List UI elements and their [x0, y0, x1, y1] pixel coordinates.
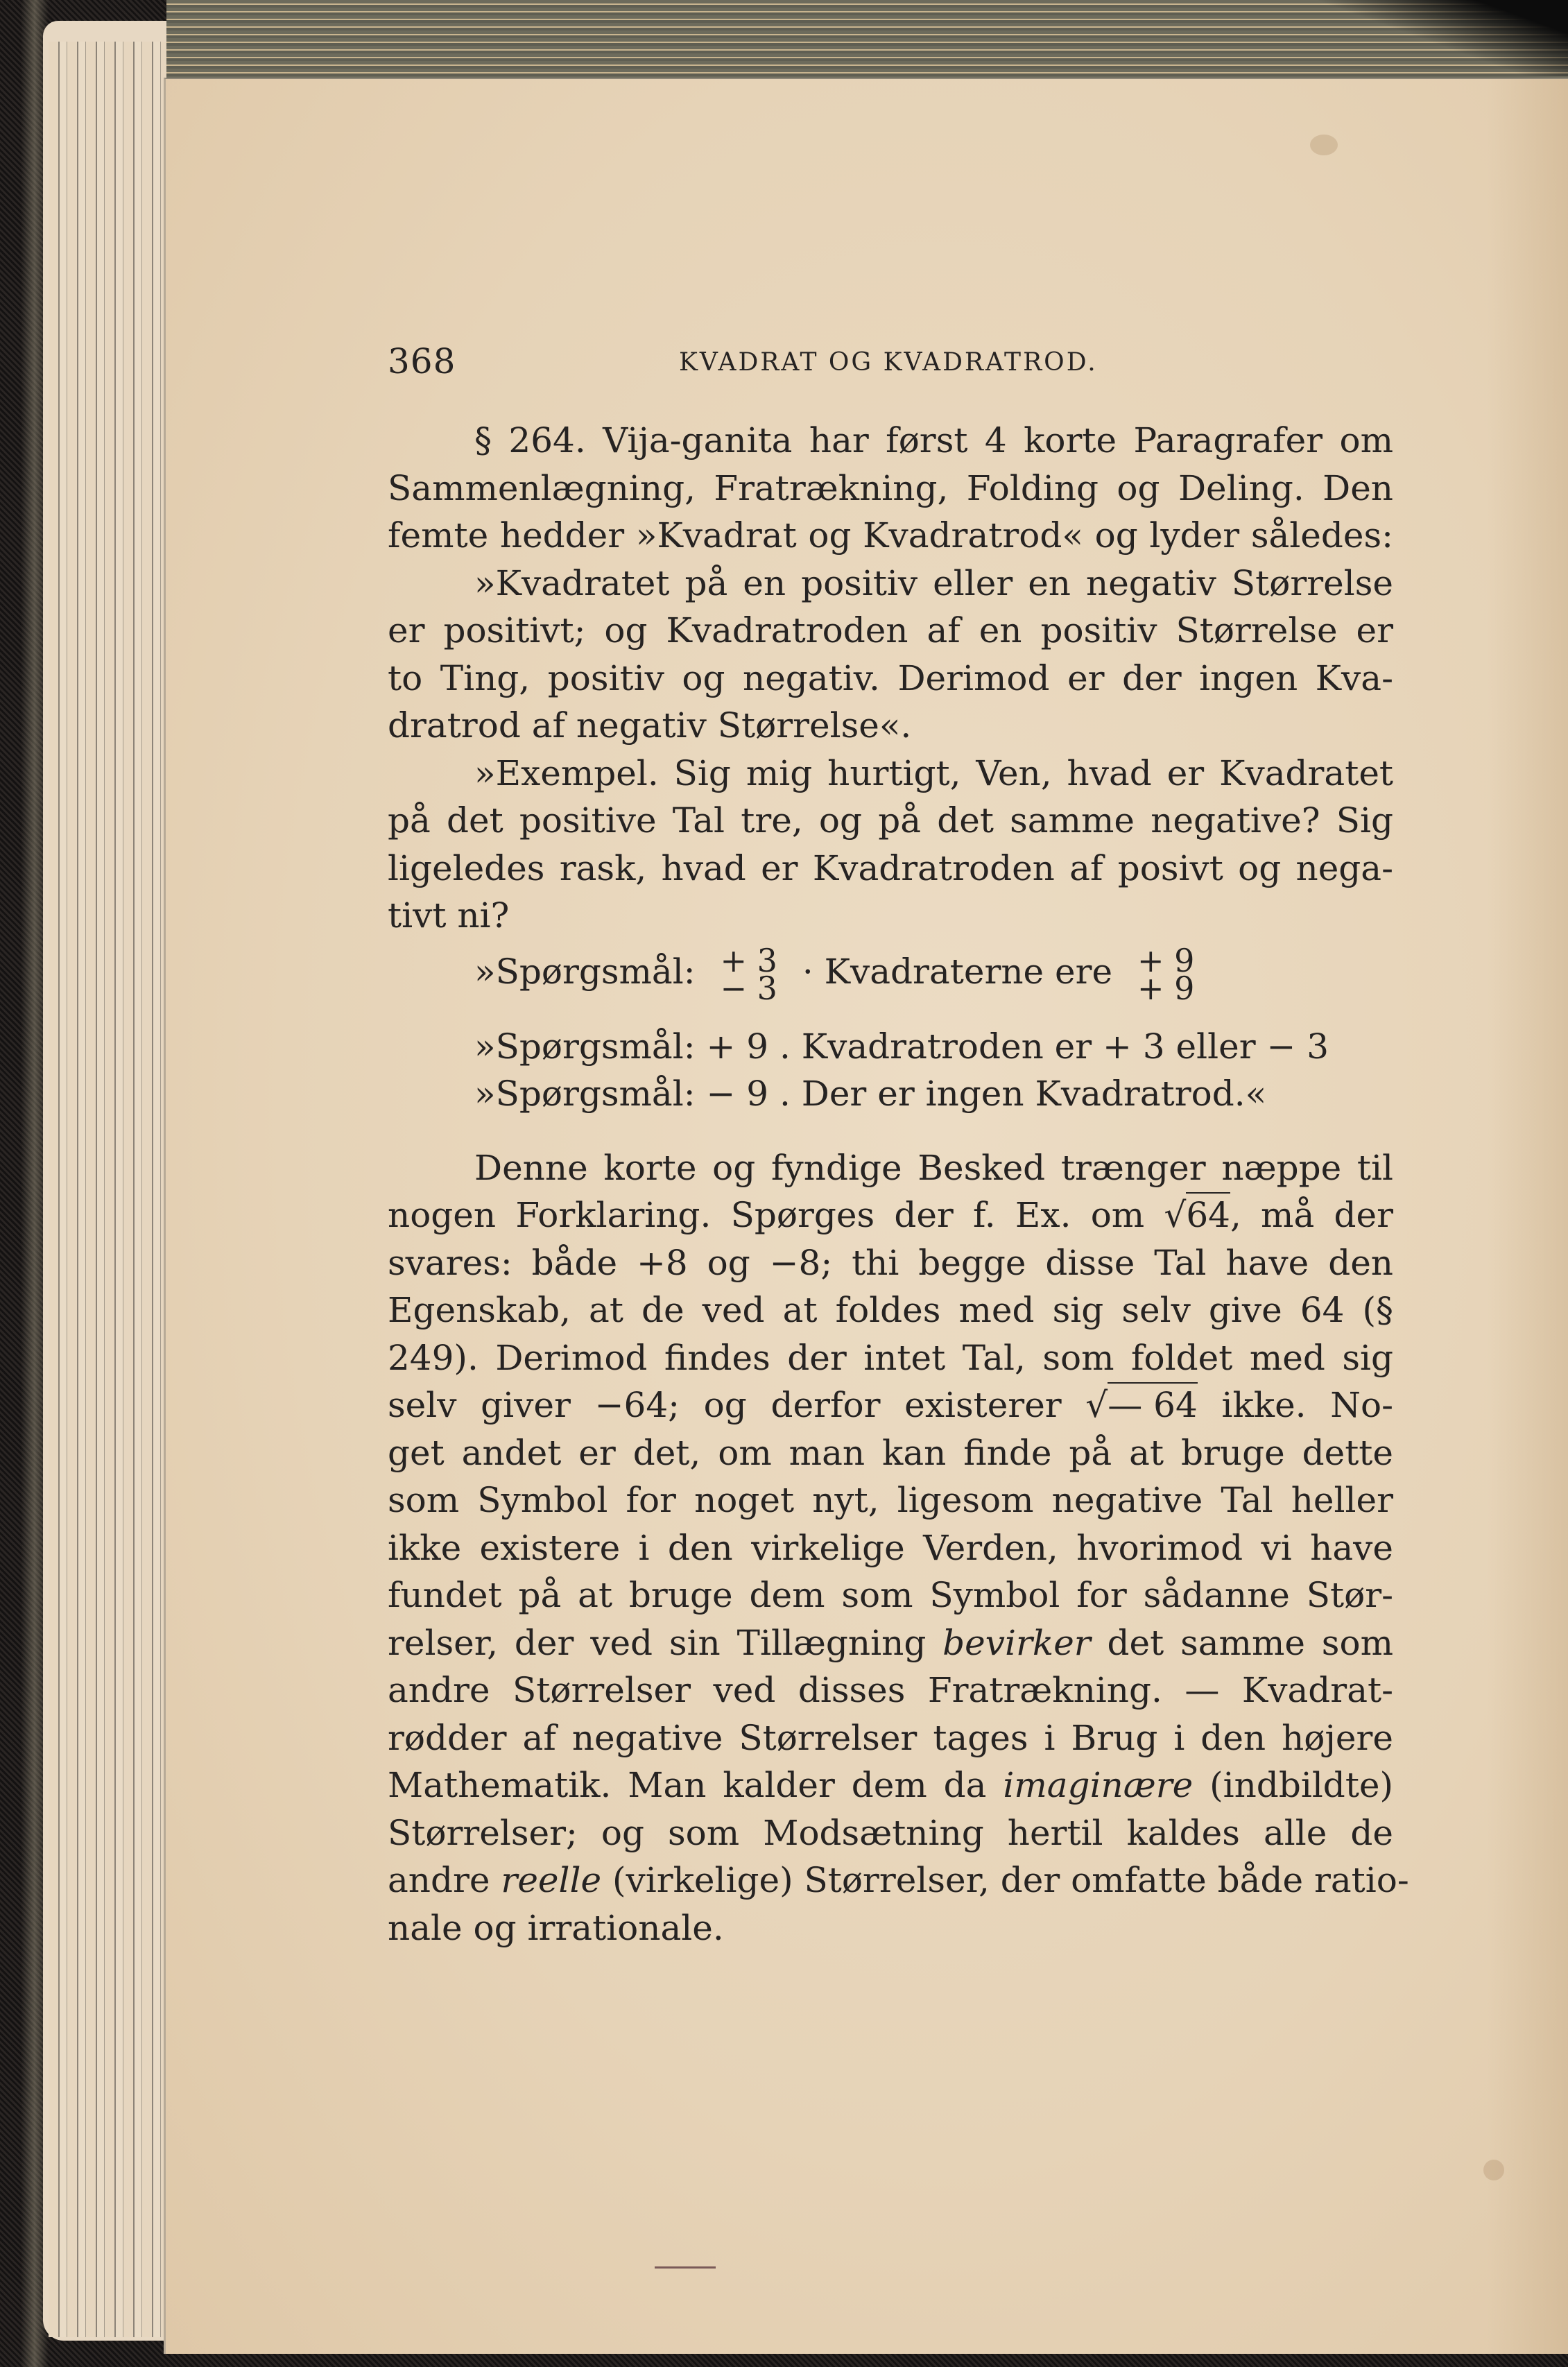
- text-line: to Ting, positiv og negativ. Derimod er der ingen Kva-: [388, 657, 1393, 698]
- text-segment: Mathematik. Man kalder dem da: [388, 1765, 987, 1805]
- question-middle: · Kvadraterne ere: [802, 951, 1113, 992]
- text-line-sqrtneg64: [388, 1382, 1393, 1429]
- radical-icon: √: [1164, 1195, 1187, 1235]
- running-header: [388, 341, 1393, 383]
- italic-term: imaginære: [1003, 1765, 1194, 1805]
- stack-top-value: + 3: [720, 941, 777, 979]
- italic-term: bevirker: [942, 1622, 1091, 1663]
- corner-shadow: [1318, 0, 1568, 76]
- radicand: — 64: [1108, 1382, 1198, 1425]
- page-number: 368: [388, 341, 456, 381]
- text-line: fundet på at bruge dem som Symbol for sådanne Stør-: [388, 1575, 1393, 1615]
- radicand: 64: [1186, 1192, 1230, 1235]
- question-2: »Spørgsmål: + 9 . Kvadratroden er + 3 eller − 3: [474, 1026, 1329, 1067]
- text-line: Denne korte og fyndige Besked trænger næppe til: [474, 1147, 1393, 1188]
- paragraph-264: [388, 417, 1393, 560]
- stain: [1483, 2160, 1504, 2180]
- book-page: [164, 78, 1568, 2354]
- chapter-title: KVADRAT OG KVADRATROD.: [679, 348, 1098, 377]
- text-line: rødder af negative Størrelser tages i Brug i den højere: [388, 1717, 1393, 1758]
- text-line: § 264. Vija-ganita har først 4 korte Paragrafer om: [474, 420, 1393, 461]
- stack-top-value: + 9: [1137, 941, 1195, 979]
- text-line: ikke existere i den virkelige Verden, hvorimod vi have: [388, 1527, 1393, 1568]
- text-line: svares: både +8 og −8; thi begge disse Tal have den: [388, 1242, 1393, 1283]
- text-line-imaginaere: [388, 1762, 1393, 1809]
- question-prefix: »Spørgsmål:: [474, 951, 696, 992]
- text-line: er positivt; og Kvadratroden af en positiv Størrelse er: [388, 610, 1393, 651]
- text-line: »Exempel. Sig mig hurtigt, Ven, hvad er Kvadratet: [474, 752, 1393, 793]
- square-root-expression: [1085, 1382, 1197, 1429]
- text-line-reelle: [388, 1857, 1409, 1904]
- text-line: tivt ni?: [388, 895, 510, 936]
- question-1: [388, 941, 1393, 1023]
- text-segment: ikke. No-: [1197, 1385, 1393, 1425]
- text-line: Sammenlægning, Fratrækning, Folding og Deling. Den: [388, 467, 1393, 508]
- text-segment: relser, der ved sin Tillægning: [388, 1622, 927, 1663]
- text-line: Størrelser; og som Modsætning hertil kaldes alle de: [388, 1812, 1393, 1853]
- text-line: andre Størrelser ved disses Fratrækning. — Kvadrat-: [388, 1670, 1393, 1710]
- text-line: dratrod af negativ Størrelse«.: [388, 705, 912, 746]
- stack-bottom-value: − 3: [720, 969, 777, 1007]
- text-segment: , må der: [1230, 1195, 1393, 1235]
- quote-rule: [388, 560, 1393, 750]
- text-segment: (indbildte): [1193, 1765, 1394, 1805]
- text-line: femte hedder »Kvadrat og Kvadratrod« og lyder således:: [388, 515, 1393, 556]
- section-end-rule: [655, 2266, 716, 2269]
- text-line: 249). Derimod findes der intet Tal, som foldet med sig: [388, 1337, 1393, 1378]
- stain: [1310, 135, 1338, 155]
- text-line: nale og irrationale.: [388, 1907, 724, 1948]
- text-line: som Symbol for noget nyt, ligesom negative Tal heller: [388, 1480, 1393, 1520]
- text-segment: (virkelige) Størrelser, der omfatte både ratio-: [601, 1860, 1409, 1900]
- stacked-values-b: [1137, 941, 1195, 1007]
- commentary-paragraph: [388, 1144, 1409, 1952]
- radical-icon: √: [1085, 1385, 1108, 1425]
- square-root-expression: [1164, 1191, 1230, 1239]
- text-line-bevirker: [388, 1619, 1393, 1667]
- body-text: [388, 417, 1409, 1952]
- italic-term: reelle: [501, 1860, 602, 1900]
- page-edge-shade: [1487, 79, 1568, 2354]
- stacked-values-a: [720, 941, 777, 1007]
- text-line-sqrt64: [388, 1191, 1393, 1239]
- text-segment: det samme som: [1090, 1622, 1393, 1663]
- text-line: get andet er det, om man kan finde på at bruge dette: [388, 1432, 1393, 1473]
- text-line: ligeledes rask, hvad er Kvadratroden af posivt og nega-: [388, 847, 1393, 888]
- text-segment: selv giver −64; og derfor existerer: [388, 1385, 1062, 1425]
- question-3: »Spørgsmål: − 9 . Der er ingen Kvadratrod.«: [474, 1074, 1267, 1114]
- text-line: på det positive Tal tre, og på det samme negative? Sig: [388, 800, 1393, 841]
- text-segment: nogen Forklaring. Spørges der f. Ex. om: [388, 1195, 1145, 1235]
- quote-example: [388, 750, 1393, 940]
- stack-bottom-value: + 9: [1137, 969, 1195, 1007]
- spacer: [388, 1118, 1393, 1144]
- text-segment: andre: [388, 1860, 490, 1900]
- text-line: Egenskab, at de ved at foldes med sig selv give 64 (§: [388, 1290, 1393, 1330]
- text-line: »Kvadratet på en positiv eller en negativ Størrelse: [474, 562, 1393, 603]
